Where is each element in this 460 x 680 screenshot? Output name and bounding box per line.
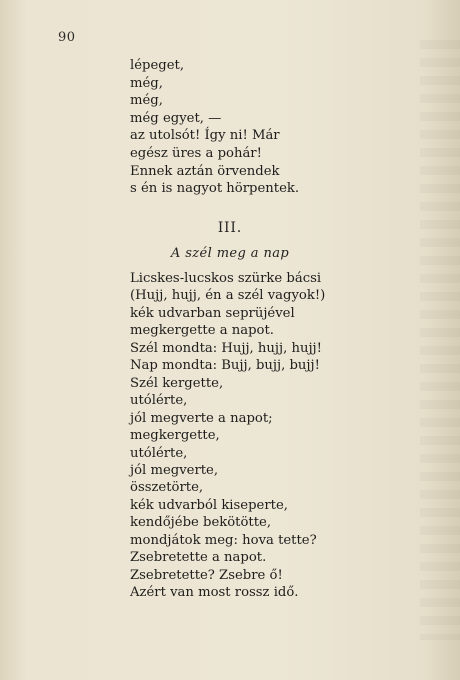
- poem-body: [130, 270, 325, 602]
- show-through-text: [420, 40, 460, 640]
- poem-line: utólérte,: [130, 393, 188, 409]
- verse-continuation: [130, 57, 299, 198]
- poem-line: Azért van most rossz idő.: [130, 585, 299, 601]
- poem-line: kék udvarból kiseperte,: [130, 497, 288, 513]
- verse-line: az utolsót! Így ni! Már: [130, 128, 280, 144]
- page-number: 90: [58, 30, 76, 45]
- section-number: III.: [217, 220, 243, 236]
- verse-line: még,: [130, 93, 163, 109]
- verse-line: még,: [130, 75, 163, 91]
- poem-line: kendőjébe bekötötte,: [130, 515, 272, 531]
- verse-line: még egyet, —: [130, 110, 222, 126]
- poem-line: mondjátok meg: hova tette?: [130, 532, 317, 548]
- poem-line: utólérte,: [130, 445, 188, 461]
- poem-line: (Hujj, hujj, én a szél vagyok!): [130, 288, 326, 304]
- poem-line: Zsebretette a napot.: [130, 550, 267, 566]
- poem-line: jól megverte a napot;: [130, 410, 273, 426]
- poem-line: Licskes-lucskos szürke bácsi: [130, 271, 322, 286]
- poem-line: kék udvarban seprüjével: [130, 305, 295, 321]
- poem-line: jól megverte,: [130, 462, 219, 478]
- poem-line: Zsebretette? Zsebre ő!: [130, 567, 283, 583]
- poem-line: megkergette,: [130, 428, 220, 444]
- poem-line: összetörte,: [130, 480, 204, 496]
- poem-line: Nap mondta: Bujj, bujj, bujj!: [130, 358, 320, 374]
- verse-line: s én is nagyot hörpentek.: [130, 181, 300, 197]
- poem-title: A szél meg a nap: [170, 246, 290, 261]
- poem-line: Szél mondta: Hujj, hujj, hujj!: [130, 340, 322, 356]
- verse-line: lépeget,: [130, 58, 185, 73]
- verse-line: egész üres a pohár!: [130, 145, 262, 161]
- poem-line: megkergette a napot.: [130, 323, 274, 339]
- poem-line: Szél kergette,: [130, 375, 224, 391]
- verse-line: Ennek aztán örvendek: [130, 163, 280, 179]
